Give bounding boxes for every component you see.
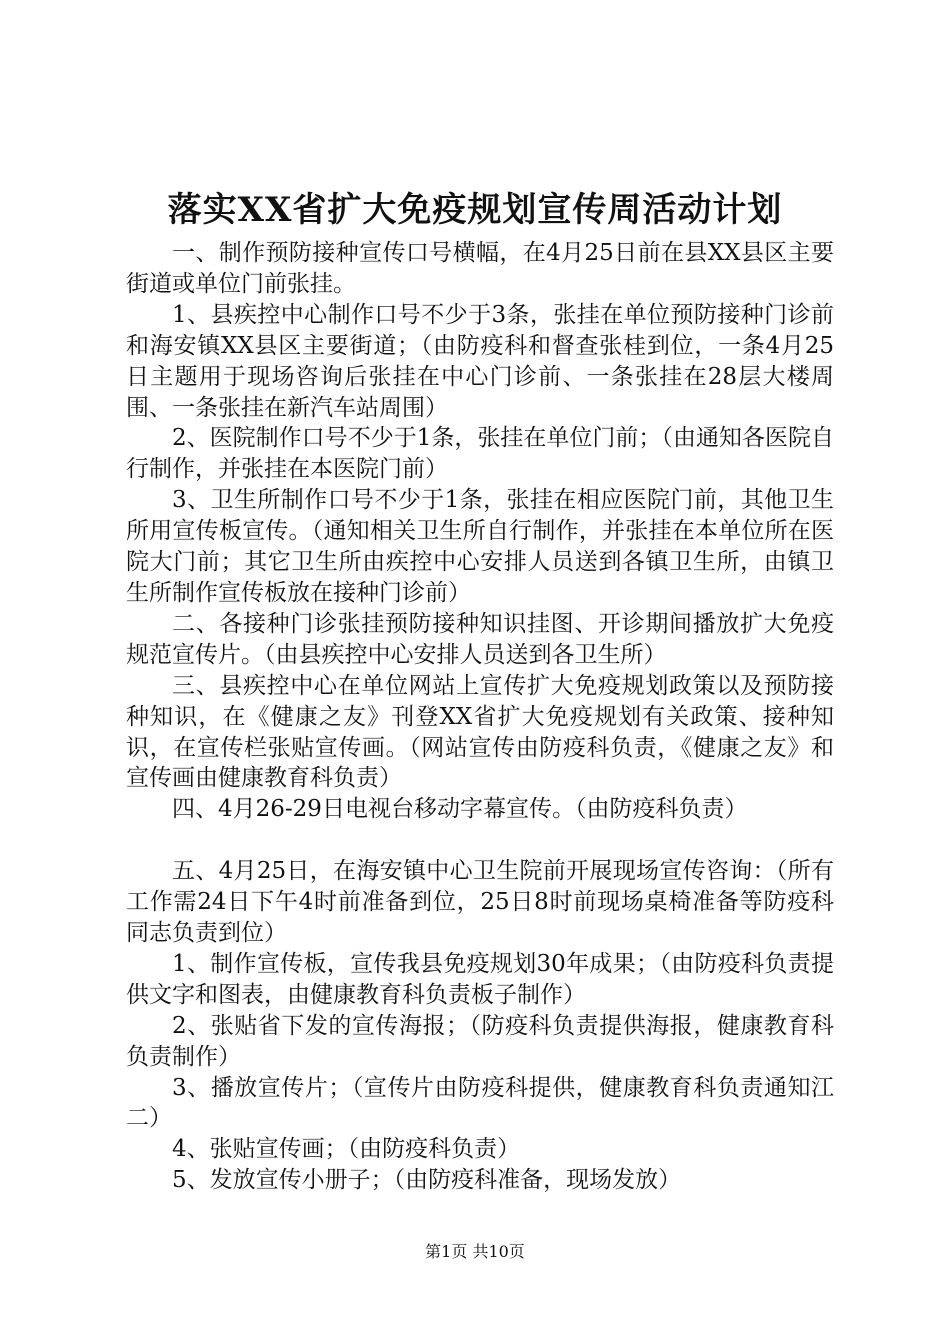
paragraph-gap xyxy=(126,825,834,856)
paragraph-5-2: 2、张贴省下发的宣传海报；（防疫科负责提供海报，健康教育科负责制作） xyxy=(126,1012,834,1070)
paragraph-2: 二、各接种门诊张挂预防接种知识挂图、开诊期间播放扩大免疫规范宣传片。（由县疾控中心安排人员送到各卫生所） xyxy=(126,610,834,668)
paragraph-1-3: 3、卫生所制作口号不少于1条，张挂在相应医院门前，其他卫生所用宣传板宣传。（通知相关卫生所自行制作，并张挂在本单位所在医院大门前；其它卫生所由疾控中心安排人员送到各镇卫生所，由镇卫生所制作宣传板放在接种门诊前） xyxy=(126,487,834,606)
page-footer: 第1页 共10页 xyxy=(425,1242,525,1261)
paragraph-1: 一、制作预防接种宣传口号横幅，在4月25日前在县XX县区主要街道或单位门前张挂。 xyxy=(126,240,834,297)
paragraph-5-4: 4、张贴宣传画；（由防疫科负责） xyxy=(172,1136,521,1163)
paragraph-5-1: 1、制作宣传板，宣传我县免疫规划30年成果；（由防疫科负责提供文字和图表，由健康教育科负责板子制作） xyxy=(126,950,834,1008)
paragraph-5-5: 5、发放宣传小册子；（由防疫科准备，现场发放） xyxy=(172,1167,682,1194)
paragraph-3: 三、县疾控中心在单位网站上宣传扩大免疫规划政策以及预防接种知识，在《健康之友》刊登XX省扩大免疫规划有关政策、接种知识，在宣传栏张贴宣传画。（网站宣传由防疫科负责，《健康之友》和宣传画由健康教育科负责） xyxy=(126,672,834,792)
paragraph-5-3: 3、播放宣传片；（宣传片由防疫科提供，健康教育科负责通知江二） xyxy=(126,1074,834,1132)
document-body xyxy=(126,238,834,1196)
paragraph-5: 五、4月25日，在海安镇中心卫生院前开展现场宣传咨询：（所有工作需24日下午4时前准备到位，25日8时前现场桌椅准备等防疫科同志负责到位） xyxy=(126,858,834,947)
paragraph-1-1: 1、县疾控中心制作口号不少于3条，张挂在单位预防接种门诊前和海安镇XX县区主要街道；（由防疫科和督查张桂到位，一条4月25日主题用于现场咨询后张挂在中心门诊前、一条张挂在28层大楼周围、一条张挂在新汽车站周围） xyxy=(126,301,834,421)
document-title: 落实XX省扩大免疫规划宣传周活动计划 xyxy=(167,190,783,230)
paragraph-1-2: 2、医院制作口号不少于1条，张挂在单位门前；（由通知各医院自行制作，并张挂在本医院门前） xyxy=(126,425,834,483)
paragraph-4: 四、4月26-29日电视台移动字幕宣传。（由防疫科负责） xyxy=(172,796,748,823)
